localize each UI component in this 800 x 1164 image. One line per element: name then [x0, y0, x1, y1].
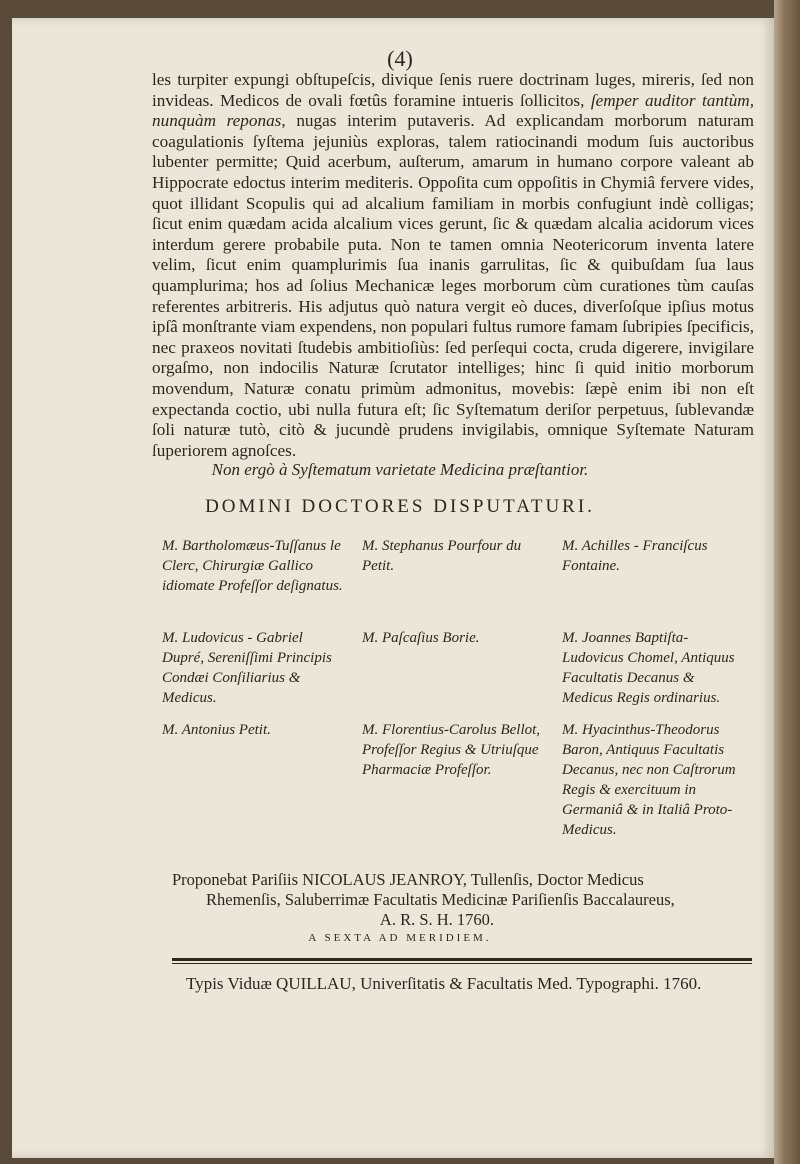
- imprint: [172, 870, 762, 930]
- divider-rule: [172, 958, 752, 961]
- doctor-entry: M. Paſcaſius Borie.: [362, 630, 480, 646]
- section-heading: DOMINI DOCTORES DISPUTATURI.: [205, 496, 595, 517]
- doctor-entry: M. Florentius-Carolus Bellot, Profeſſor Regius & Utriuſque Pharmaciæ Profeſſor.: [362, 722, 541, 778]
- page-number: (4): [387, 46, 413, 71]
- doctor-entry: M. Achilles - Franciſcus Fontaine.: [562, 538, 708, 574]
- divider-rule: [172, 963, 752, 964]
- doctor-entry: M. Stephanus Pourfour du Petit.: [362, 538, 522, 574]
- paragraph: [152, 70, 754, 461]
- imprint-date: A. R. S. H. 1760.: [379, 910, 495, 929]
- motto: Non ergò à Syſtematum varietate Medicina præſtantior.: [211, 460, 589, 479]
- doctor-entry: M. Joannes Baptiſta-Ludovicus Chomel, Antiquus Facultatis Decanus & Medicus Regis ordinarius.: [562, 630, 735, 706]
- italic-text-run: ſemper auditor tantùm, nunquàm reponas: [152, 90, 754, 131]
- doctor-entry: M. Bartholomæus-Tuſſanus le Clerc, Chirurgiæ Gallico idiomate Profeſſor deſignatus.: [162, 538, 343, 594]
- doctor-entry: M. Antonius Petit.: [162, 722, 271, 738]
- imprint-line: Rhemenſis, Saluberrimæ Facultatis Medicinæ Pariſienſis Baccalaureus,: [206, 890, 675, 909]
- session-time: A SEXTA AD MERIDIEM.: [308, 932, 492, 944]
- printer-colophon: Typis Viduæ QUILLAU, Univerſitatis & Facultatis Med. Typographi. 1760.: [186, 974, 702, 993]
- doctor-entry: M. Ludovicus - Gabriel Dupré, Sereniſſimi Principis Condæi Conſiliarius & Medicus.: [162, 630, 332, 706]
- book-edge: [774, 0, 800, 1164]
- doctors-list: [162, 536, 762, 838]
- imprint-line: Proponebat Pariſiis NICOLAUS JEANROY, Tullenſis, Doctor Medicus: [172, 870, 644, 889]
- doctor-entry: M. Hyacinthus-Theodorus Baron, Antiquus Facultatis Decanus, nec non Caſtrorum Regis & exercituum in Germaniâ & in Italiâ Proto-Medicus.: [562, 722, 736, 838]
- body-paragraph: [152, 70, 754, 461]
- text-run: , nugas interim putaveris. Ad explicandam morborum naturam coagulationis ſyſtema jejuniùs exploras, talem ratiocinandi modum ſuis auctoribus lubenter permitte; Quid acerbum, auſterum, amarum in humano corpore valeant ab Hippocrate edoctus interim mediteris. Oppoſita cum oppoſitis in Chymiâ fervere vides, quot illidant Scopulis qui ad alcalium familiam in morbis confugiunt indè colligas; ſicut enim quædam acida alcalium vices gerunt, ſic & quædam alcalia acidorum vices interdum gerere probabile puta. Non te tamen omnia Neotericorum inventa latere velim, ſicut enim quamplurimis ſua inanis garrulitas, ſic & quibuſdam ſua laus quamplurima; hos ad ſolius Mechanicæ leges morborum cùm curationes tùm cauſas referentes arbitreris. His adjutus quò natura vergit eò duces, diverſoſque ipſius motus ipſâ monſtrante viam expendens, non populari fultus rumore famam ſubripies ſpecificis, nec praxeos novitati ſtudebis ambitioſiùs: ſed perſequi cocta, cruda digerere, invigilare orgaſmo, non indocilis Naturæ ſcrutator intelliges; hinc ſi quid initio morborum movendum, Naturæ conatu primùm admonitus, movebis: ſæpè enim ibi non eſt expectanda coctio, ubi nulla futura eſt; ſic Syſtematum deriſor perpetuus, ſublevandæ ſoli naturæ tutò, citò & jucundè prudens invigilabis, omnique Syſtemate Naturam ſuperiorem agnoſces.: [152, 111, 755, 460]
- text-run: les turpiter expungi obſtupeſcis, divique ſenis ruere doctrinam luges, mireris, ſed non invideas. Medicos de ovali fœtûs foramine intueris ſollicitos,: [152, 70, 754, 110]
